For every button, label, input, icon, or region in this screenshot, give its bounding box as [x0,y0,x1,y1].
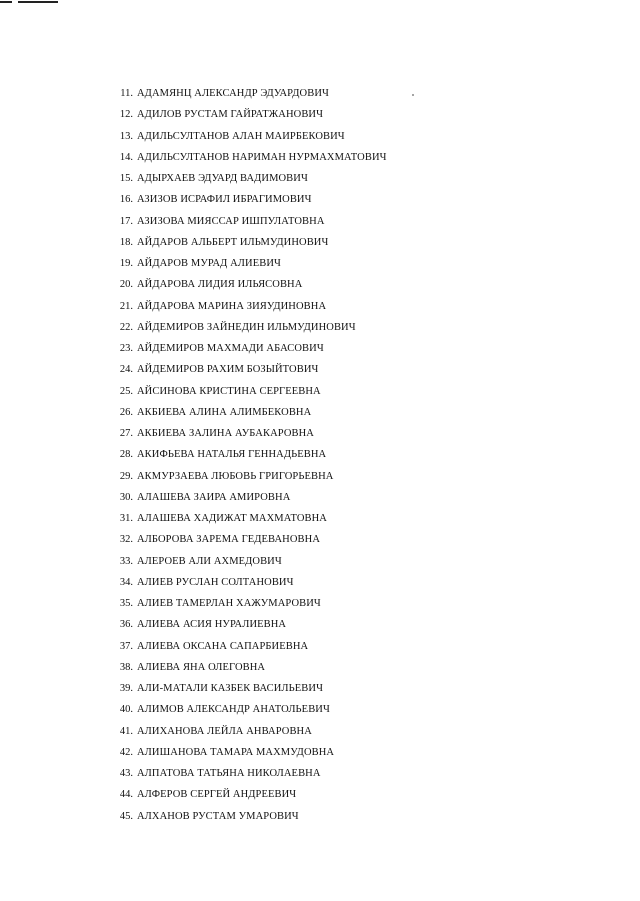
entry-full-name: АДЫРХАЕВ ЭДУАРД ВАДИМОВИЧ [137,173,308,184]
entry-number: 20. [119,279,133,291]
entry-number: 27. [119,428,133,439]
list-item [0,359,640,380]
scan-dash [0,1,12,3]
entry-full-name: АДИЛЬСУЛТАНОВ НАРИМАН НУРМАХМАТОВИЧ [137,151,387,163]
list-item [0,657,640,678]
entry-full-name: АДИЛОВ РУСТАМ ГАЙРАТЖАНОВИЧ [137,109,324,121]
entry-number: 19. [119,258,133,269]
entry-full-name: АКБИЕВА АЛИНА АЛИМБЕКОВНА [137,406,312,418]
list-item [0,763,640,784]
entry-number: 11. [120,88,133,99]
entry-full-name: АЛИМОВ АЛЕКСАНДР АНАТОЛЬЕВИЧ [137,704,330,716]
entry-full-name: АЛИХАНОВА ЛЕЙЛА АНВАРОВНА [137,725,312,737]
list-item [0,636,640,657]
entry-number: 38. [119,661,133,673]
entry-number: 40. [119,704,133,716]
list-item [0,381,640,402]
list-item [0,678,640,699]
entry-number: 31. [119,513,133,524]
entry-full-name: АЙДАРОВ АЛЬБЕРТ ИЛЬМУДИНОВИЧ [137,236,329,248]
entry-number: 34. [119,576,133,588]
entry-full-name: АЙДАРОВ МУРАД АЛИЕВИЧ [137,258,281,269]
list-item [0,232,640,253]
entry-number: 42. [119,746,133,758]
entry-full-name: АЙДЕМИРОВ ЗАЙНЕДИН ИЛЬМУДИНОВИЧ [137,321,356,333]
list-item [0,487,640,508]
entry-number: 21. [119,300,133,312]
list-item [0,83,640,104]
entry-full-name: АЛАШЕВА ХАДИЖАТ МАХМАТОВНА [137,513,327,524]
entry-full-name: АЛИЕВА ЯНА ОЛЕГОВНА [137,661,266,673]
list-item [0,168,640,189]
list-item [0,572,640,593]
list-item [0,104,640,125]
entry-full-name: АЛЕРОЕВ АЛИ АХМЕДОВИЧ [137,555,282,567]
entry-number: 13. [119,130,133,142]
entry-full-name: АЙДАРОВА ЛИДИЯ ИЛЬЯСОВНА [137,279,303,291]
entry-full-name: АЛФЕРОВ СЕРГЕЙ АНДРЕЕВИЧ [137,789,297,801]
entry-number: 23. [119,343,133,354]
entry-full-name: АДАМЯНЦ АЛЕКСАНДР ЭДУАРДОВИЧ [137,88,329,99]
entry-full-name: АЙДАРОВА МАРИНА ЗИЯУДИНОВНА [137,300,327,312]
list-item [0,614,640,635]
list-item [0,296,640,317]
entry-full-name: АЛИЕВ РУСЛАН СОЛТАНОВИЧ [137,576,294,588]
name-list [0,83,640,827]
list-item [0,423,640,444]
entry-full-name: АЛХАНОВ РУСТАМ УМАРОВИЧ [137,810,299,822]
list-item [0,742,640,763]
list-item [0,593,640,614]
entry-full-name: АКМУРЗАЕВА ЛЮБОВЬ ГРИГОРЬЕВНА [137,470,334,482]
list-item [0,444,640,465]
entry-number: 45. [119,810,133,822]
entry-number: 36. [119,619,133,631]
entry-number: 18. [119,236,133,248]
entry-number: 29. [119,470,133,482]
entry-number: 16. [119,194,133,206]
entry-number: 41. [119,725,133,737]
list-item [0,253,640,274]
entry-number: 43. [119,768,133,779]
entry-number: 25. [119,385,133,397]
entry-number: 39. [119,683,133,694]
entry-number: 26. [119,406,133,418]
entry-number: 33. [119,555,133,567]
list-item [0,338,640,359]
entry-full-name: АЗИЗОВ ИСРАФИЛ ИБРАГИМОВИЧ [137,194,312,206]
entry-full-name: АЙДЕМИРОВ МАХМАДИ АБАСОВИЧ [137,343,324,354]
list-item [0,126,640,147]
list-item [0,402,640,423]
list-item [0,784,640,805]
entry-number: 44. [119,789,133,801]
list-item [0,699,640,720]
entry-number: 17. [119,215,133,227]
list-item [0,721,640,742]
entry-number: 37. [119,640,133,652]
entry-full-name: АЙДЕМИРОВ РАХИМ БОЗЫЙТОВИЧ [137,364,319,376]
list-item [0,508,640,529]
list-item [0,466,640,487]
entry-full-name: АЛБОРОВА ЗАРЕМА ГЕДЕВАНОВНА [137,534,321,546]
entry-number: 14. [119,151,133,163]
entry-full-name: АЛИЕВА АСИЯ НУРАЛИЕВНА [137,619,287,631]
entry-number: 12. [119,109,133,121]
entry-full-name: АЙСИНОВА КРИСТИНА СЕРГЕЕВНА [137,385,321,397]
entry-number: 35. [119,598,133,609]
entry-number: 15. [119,173,133,184]
list-item [0,317,640,338]
entry-full-name: АЛИЕВ ТАМЕРЛАН ХАЖУМАРОВИЧ [137,598,321,609]
list-item [0,551,640,572]
entry-full-name: АКИФЬЕВА НАТАЛЬЯ ГЕННАДЬЕВНА [137,449,327,461]
entry-full-name: АЗИЗОВА МИЯССАР ИШПУЛАТОВНА [137,215,325,227]
entry-number: 30. [119,491,133,503]
entry-full-name: АКБИЕВА ЗАЛИНА АУБАКАРОВНА [137,428,314,439]
entry-number: 22. [119,321,133,333]
list-item [0,529,640,550]
list-item [0,274,640,295]
entry-number: 32. [119,534,133,546]
scan-dash [18,1,58,3]
entry-number: 24. [119,364,133,376]
list-item [0,147,640,168]
list-item [0,189,640,210]
entry-full-name: АЛИ-МАТАЛИ КАЗБЕК ВАСИЛЬЕВИЧ [137,683,324,694]
entry-full-name: АЛИЕВА ОКСАНА САПАРБИЕВНА [137,640,309,652]
entry-full-name: АЛАШЕВА ЗАИРА АМИРОВНА [137,491,291,503]
entry-full-name: АДИЛЬСУЛТАНОВ АЛАН МАИРБЕКОВИЧ [137,130,345,142]
entry-full-name: АЛИШАНОВА ТАМАРА МАХМУДОВНА [137,746,335,758]
entry-number: 28. [119,449,133,461]
list-item [0,211,640,232]
entry-full-name: АЛПАТОВА ТАТЬЯНА НИКОЛАЕВНА [137,768,321,779]
list-item [0,806,640,827]
scan-edge-mark [0,0,62,4]
